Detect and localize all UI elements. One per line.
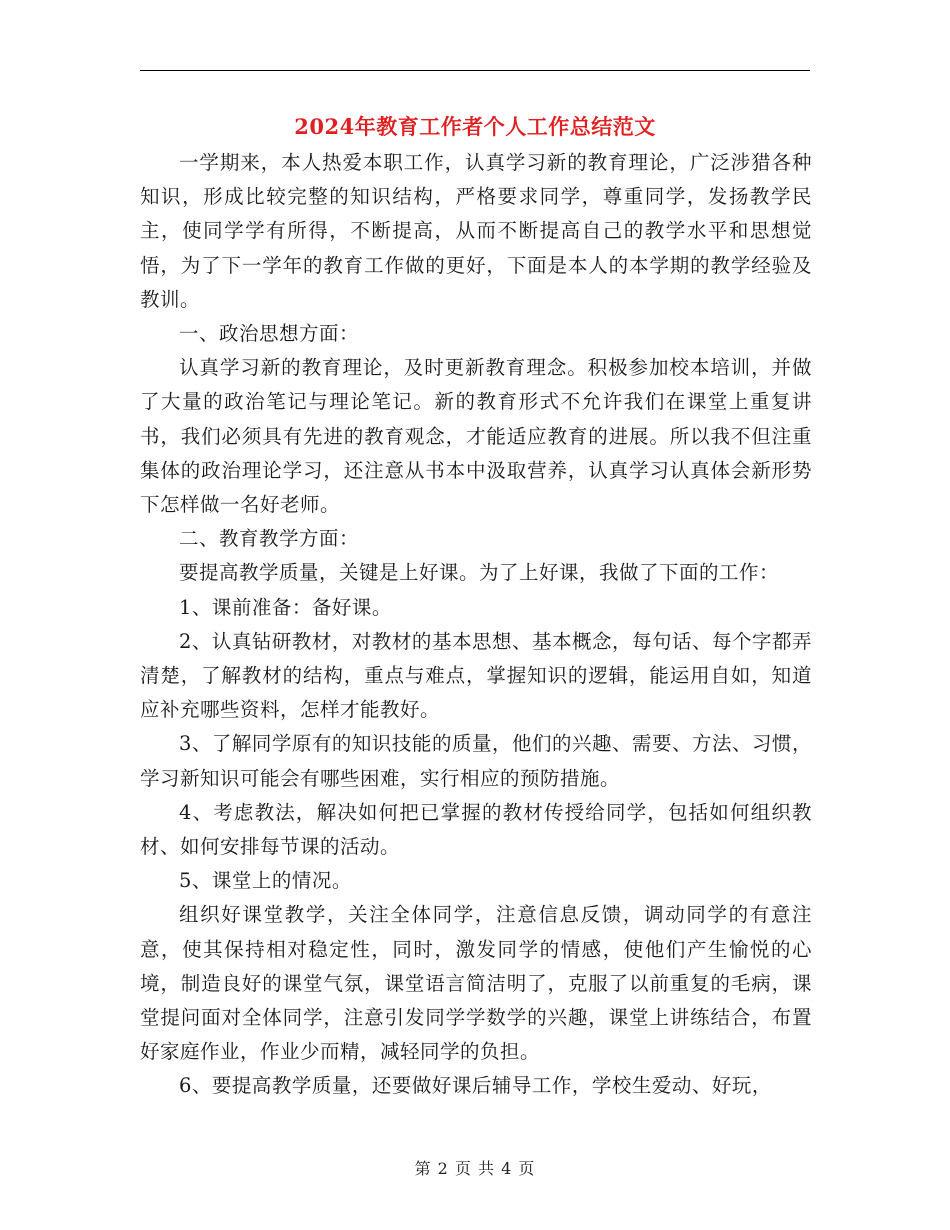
list-item-4: 4、考虑教法，解决如何把已掌握的教材传授给同学，包括如何组织教材、如何安排每节课的活动。 [140,800,812,859]
list-item-2: 2、认真钻研教材，对教材的基本思想、基本概念，每句话、每个字都弄清楚，了解教材的结构，重点与难点，掌握知识的逻辑，能运用自如，知道应补充哪些资料，怎样才能教好。 [140,629,812,722]
section-heading-politics: 一、政治思想方面： [179,322,360,346]
list-item-1: 1、课前准备：备好课。 [179,595,392,619]
paragraph-politics: 认真学习新的教育理论，及时更新教育理念。积极参加校本培训，并做了大量的政治笔记与理论笔记。新的教育形式不允许我们在课堂上重复讲书，我们必须具有先进的教育观念，才能适应教育的进展。所以我不但注重集体的政治理论学习，还注意从书本中汲取营养，认真学习认真体会新形势下怎样做一名好老师。 [140,356,812,517]
list-item-6: 6、要提高教学质量，还要做好课后辅导工作，学校生爱动、好玩， [179,1074,772,1098]
paragraph-teaching-intro: 要提高教学质量，关键是上好课。为了上好课，我做了下面的工作： [179,561,780,585]
list-item-3: 3、了解同学原有的知识技能的质量，他们的兴趣、需要、方法、习惯，学习新知识可能会有哪些困难，实行相应的预防措施。 [140,732,812,790]
paragraph-classroom: 组织好课堂教学，关注全体同学，注意信息反馈，调动同学的有意注意，使其保持相对稳定性，同时，激发同学的情感，使他们产生愉悦的心境，制造良好的课堂气氛，课堂语言简洁明了，克服了以前重复的毛病，课堂提问面对全体同学，注意引发同学学数学的兴趣，课堂上讲练结合，布置好家庭作业，作业少而精，减轻同学的负担。 [140,903,812,1064]
document-body [140,146,812,1104]
section-heading-teaching: 二、教育教学方面： [179,527,360,551]
paragraph-intro: 一学期来，本人热爱本职工作，认真学习新的教育理论，广泛涉猎各种知识，形成比较完整的知识结构，严格要求同学，尊重同学，发扬教学民主，使同学学有所得，不断提高，从而不断提高自己的教学水平和思想觉悟，为了下一学年的教育工作做的更好，下面是本人的本学期的教学经验及教训。 [140,151,812,311]
document-title: 2024年教育工作者个人工作总结范文 [294,114,656,139]
page-number-footer: 第 2 页 共 4 页 [414,1159,536,1178]
header-rule [140,70,810,71]
list-item-5: 5、课堂上的情况。 [179,869,352,893]
